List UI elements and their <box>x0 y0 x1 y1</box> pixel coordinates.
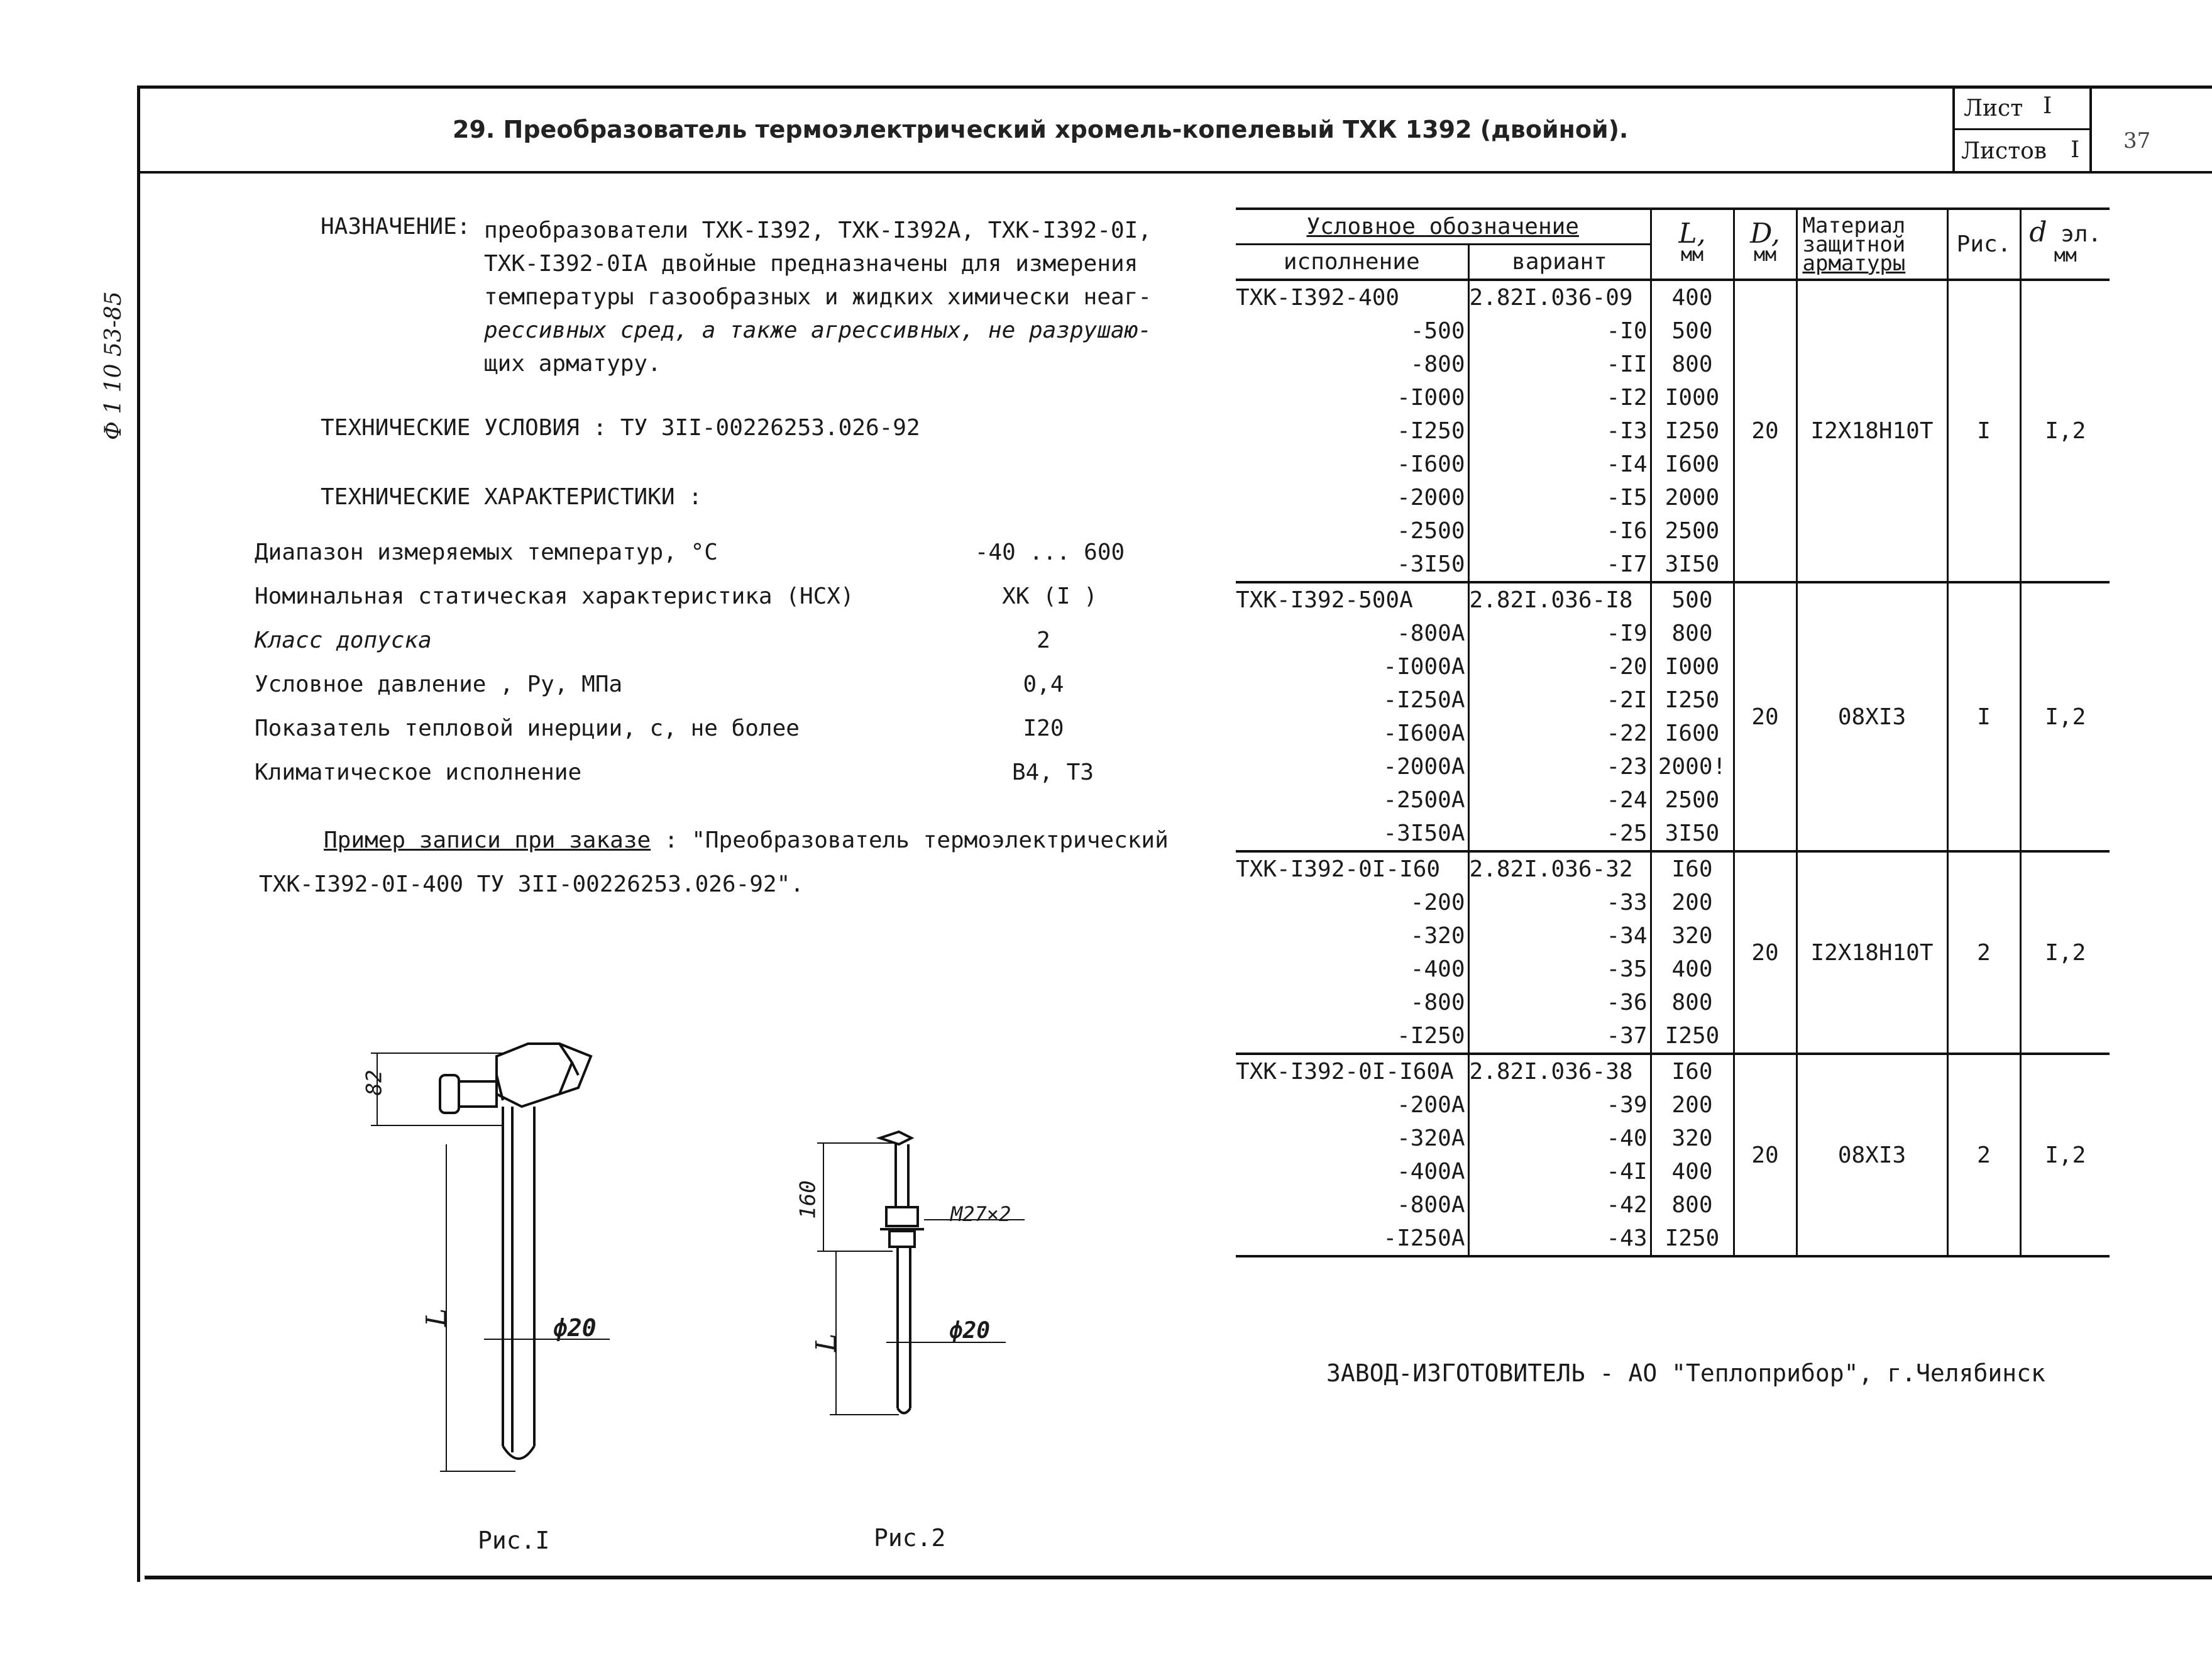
cell-material: 08ХI3 <box>1797 1054 1947 1256</box>
cell-execution: -800А <box>1397 1192 1465 1218</box>
purpose-line: щих арматуру. <box>484 351 661 377</box>
purpose-line: температуры газообразных и жидких химически неаг- <box>484 284 1152 310</box>
cell-length: I60 <box>1651 1054 1734 1088</box>
fig1-dim-height: 82 <box>361 1069 387 1096</box>
cell-fig: I <box>1947 582 2020 851</box>
spec-name: Диапазон измеряемых температур, °С <box>255 539 718 565</box>
cell-variant: -40 <box>1468 1122 1651 1155</box>
fig2-dim-height: 160 <box>795 1180 821 1219</box>
spec-value: -40 ... 600 <box>974 539 1125 565</box>
cell-execution: -400 <box>1410 956 1465 982</box>
cell-execution: ТХК-I392-0I-I60А <box>1236 1059 1454 1085</box>
cell-length: 2000! <box>1651 750 1734 783</box>
cell-length: 200 <box>1651 1088 1734 1122</box>
cell-d: 20 <box>1734 1054 1797 1256</box>
sheet-box <box>1952 88 2092 172</box>
cell-material: I2Х18Н10Т <box>1797 280 1947 582</box>
cell-execution: ТХК-I392-400 <box>1236 285 1400 311</box>
manufacturer: ЗАВОД-ИЗГОТОВИТЕЛЬ - АО "Теплоприбор", г.Челябинск <box>1326 1359 2045 1387</box>
cell-variant: -I7 <box>1468 548 1651 582</box>
cell-variant: 2.82I.036-32 <box>1468 851 1651 886</box>
cell-execution: -200 <box>1410 890 1465 915</box>
cell-variant: -I5 <box>1468 481 1651 514</box>
header-D: D, мм <box>1734 209 1797 280</box>
cell-d: I,2 <box>2020 1054 2110 1256</box>
table-row <box>1236 280 2110 314</box>
order-example-label: Пример записи при заказе <box>324 827 651 853</box>
cell-length: I250 <box>1651 683 1734 717</box>
spec-value: I20 <box>1023 716 1064 741</box>
header-L: L, мм <box>1651 209 1734 280</box>
fig2-dim-thread: М27×2 <box>950 1202 1011 1226</box>
cell-length: 320 <box>1651 919 1734 953</box>
figure-1-drawing <box>352 1019 679 1484</box>
cell-variant: 2.82I.036-I8 <box>1468 582 1651 617</box>
cell-variant: -I6 <box>1468 514 1651 548</box>
cell-length: I250 <box>1651 414 1734 448</box>
cell-length: 200 <box>1651 886 1734 919</box>
cell-d: 20 <box>1734 582 1797 851</box>
cell-variant: -II <box>1468 348 1651 381</box>
fig2-dim-length: L <box>810 1333 843 1352</box>
page-title: 29. Преобразователь термоэлектрический хромель-копелевый ТХК 1392 (двойной). <box>453 116 1629 143</box>
spec-name: Номинальная статическая характеристика (НСХ) <box>255 583 854 609</box>
sheet-box-divider <box>1955 128 2092 130</box>
cell-length: I60 <box>1651 851 1734 886</box>
cell-execution: -2500А <box>1383 787 1465 813</box>
fig2-label: Рис.2 <box>874 1524 946 1552</box>
cell-execution: -3I50А <box>1383 821 1465 846</box>
table-bottom-border <box>1236 1256 2110 1257</box>
cell-execution: ТХК-I392-0I-I60 <box>1236 856 1441 882</box>
cell-variant: -I3 <box>1468 414 1651 448</box>
cell-d: I,2 <box>2020 851 2110 1054</box>
cell-execution: -I000 <box>1397 385 1465 411</box>
cell-execution: -800А <box>1397 621 1465 646</box>
purpose-line: рессивных сред, а также агрессивных, не разрушаю- <box>484 318 1152 343</box>
cell-variant: -24 <box>1468 783 1651 817</box>
cell-d: 20 <box>1734 851 1797 1054</box>
cell-variant: -I0 <box>1468 314 1651 348</box>
cell-length: I600 <box>1651 717 1734 750</box>
cell-fig: 2 <box>1947 1054 2020 1256</box>
table-row <box>1236 1054 2110 1088</box>
header-material: Материал защитной арматуры <box>1797 209 1947 280</box>
cell-length: I250 <box>1651 1222 1734 1256</box>
cell-material: 08ХI3 <box>1797 582 1947 851</box>
cell-length: 800 <box>1651 348 1734 381</box>
purpose-line: ТХК-I392-0IА двойные предназначены для измерения <box>484 251 1138 277</box>
cell-length: I000 <box>1651 650 1734 683</box>
cell-execution: -I000А <box>1383 654 1465 680</box>
cell-variant: -I2 <box>1468 381 1651 414</box>
cell-execution: -320А <box>1397 1125 1465 1151</box>
header-designation: Условное обозначение <box>1306 214 1579 240</box>
cell-length: 800 <box>1651 1188 1734 1222</box>
fig1-label: Рис.I <box>478 1527 550 1554</box>
cell-length: I000 <box>1651 381 1734 414</box>
cell-fig: 2 <box>1947 851 2020 1054</box>
cell-variant: -23 <box>1468 750 1651 783</box>
cell-variant: -37 <box>1468 1019 1651 1054</box>
cell-variant: -33 <box>1468 886 1651 919</box>
spec-value: ХК (I ) <box>1002 583 1098 609</box>
cell-execution: ТХК-I392-500А <box>1236 587 1413 613</box>
spec-name: Условное давление , Ру, МПа <box>255 671 623 697</box>
cell-variant: -20 <box>1468 650 1651 683</box>
cell-variant: -2I <box>1468 683 1651 717</box>
cell-execution: -2500 <box>1397 518 1465 544</box>
cell-length: 400 <box>1651 1155 1734 1188</box>
cell-execution: -2000А <box>1383 754 1465 780</box>
cell-length: 800 <box>1651 986 1734 1019</box>
cell-variant: 2.82I.036-09 <box>1468 280 1651 314</box>
side-code: Ф 1 10 53-85 <box>101 291 126 440</box>
sheets-label: Листов <box>1961 138 2047 164</box>
spec-value: 0,4 <box>1023 671 1064 697</box>
header-fig: Рис. <box>1947 209 2020 280</box>
sheet-label: Лист <box>1964 96 2023 121</box>
table-row <box>1236 851 2110 886</box>
order-example-text: : "Преобразователь термоэлектрический <box>651 827 1169 853</box>
sheet-value: I <box>2043 93 2052 119</box>
cell-variant: -39 <box>1468 1088 1651 1122</box>
sheets-value: I <box>2071 137 2080 163</box>
spec-value: 2 <box>1037 627 1050 653</box>
header-divider <box>138 171 2212 174</box>
cell-variant: -34 <box>1468 919 1651 953</box>
fig1-dim-diam: ф20 <box>553 1314 597 1342</box>
cell-execution: -2000 <box>1397 485 1465 511</box>
cell-length: 320 <box>1651 1122 1734 1155</box>
frame-bottom-border <box>145 1576 2212 1579</box>
cell-length: 3I50 <box>1651 817 1734 851</box>
cell-execution: -400А <box>1397 1159 1465 1185</box>
figure-2-drawing <box>805 1119 1069 1421</box>
cell-length: 500 <box>1651 582 1734 617</box>
cell-d: I,2 <box>2020 280 2110 582</box>
head-housing <box>497 1044 572 1107</box>
header-variant: вариант <box>1468 245 1651 280</box>
purpose-label: НАЗНАЧЕНИЕ: <box>321 214 471 240</box>
cell-variant: -35 <box>1468 953 1651 986</box>
cell-fig: I <box>1947 280 2020 582</box>
spec-name: Показатель тепловой инерции, с, не более <box>255 716 800 741</box>
cell-execution: -I250А <box>1383 687 1465 713</box>
cell-execution: -I250 <box>1397 1023 1465 1049</box>
header-d: d эл. мм <box>2020 209 2110 280</box>
tech-characteristics-title: ТЕХНИЧЕСКИЕ ХАРАКТЕРИСТИКИ : <box>321 484 702 510</box>
cell-execution: -I600 <box>1397 451 1465 477</box>
cell-execution: -800 <box>1410 990 1465 1015</box>
cell-execution: -I600А <box>1383 721 1465 746</box>
cell-execution: -I250А <box>1383 1225 1465 1251</box>
cell-length: 500 <box>1651 314 1734 348</box>
cell-d: 20 <box>1734 280 1797 582</box>
cell-execution: -200А <box>1397 1092 1465 1118</box>
cell-length: 2000 <box>1651 481 1734 514</box>
purpose-text <box>484 214 1152 380</box>
spec-name: Климатическое исполнение <box>255 760 582 785</box>
spec-name: Класс допуска <box>255 627 432 653</box>
cell-length: 400 <box>1651 953 1734 986</box>
spec-value: В4, Т3 <box>1011 760 1094 785</box>
cell-variant: -22 <box>1468 717 1651 750</box>
header-execution: исполнение <box>1283 249 1420 275</box>
cell-variant: -I9 <box>1468 617 1651 650</box>
purpose-line: преобразователи ТХК-I392, ТХК-I392А, ТХК-I392-0I, <box>484 218 1152 243</box>
fig2-dim-diam: ф20 <box>949 1318 991 1344</box>
fig1-dim-length: L <box>421 1308 453 1327</box>
cell-execution: -320 <box>1410 923 1465 949</box>
cell-length: 2500 <box>1651 783 1734 817</box>
cell-variant: 2.82I.036-38 <box>1468 1054 1651 1088</box>
cell-variant: -4I <box>1468 1155 1651 1188</box>
cell-variant: -I4 <box>1468 448 1651 481</box>
cell-length: 400 <box>1651 280 1734 314</box>
table-row <box>1236 582 2110 617</box>
cell-length: 3I50 <box>1651 548 1734 582</box>
cell-execution: -3I50 <box>1397 551 1465 577</box>
frame-left-border <box>137 86 140 1582</box>
tech-conditions: ТЕХНИЧЕСКИЕ УСЛОВИЯ : ТУ 3II-00226253.026-92 <box>321 415 920 441</box>
cell-variant: -36 <box>1468 986 1651 1019</box>
cell-length: 800 <box>1651 617 1734 650</box>
order-example-line2: ТХК-I392-0I-400 ТУ 3II-00226253.026-92". <box>259 871 804 897</box>
cell-variant: -25 <box>1468 817 1651 851</box>
cell-length: I250 <box>1651 1019 1734 1054</box>
cell-length: I600 <box>1651 448 1734 481</box>
order-example <box>324 827 1169 853</box>
cell-length: 2500 <box>1651 514 1734 548</box>
cell-d: I,2 <box>2020 582 2110 851</box>
page-number: 37 <box>2123 128 2151 153</box>
cell-execution: -500 <box>1410 318 1465 344</box>
cell-variant: -42 <box>1468 1188 1651 1222</box>
variants-table <box>1236 207 2110 1257</box>
cell-execution: -800 <box>1410 351 1465 377</box>
cell-execution: -I250 <box>1397 418 1465 444</box>
cell-material: I2Х18Н10Т <box>1797 851 1947 1054</box>
sheet-box-right-border <box>2089 88 2092 172</box>
frame-top-border <box>138 86 2212 89</box>
cell-variant: -43 <box>1468 1222 1651 1256</box>
